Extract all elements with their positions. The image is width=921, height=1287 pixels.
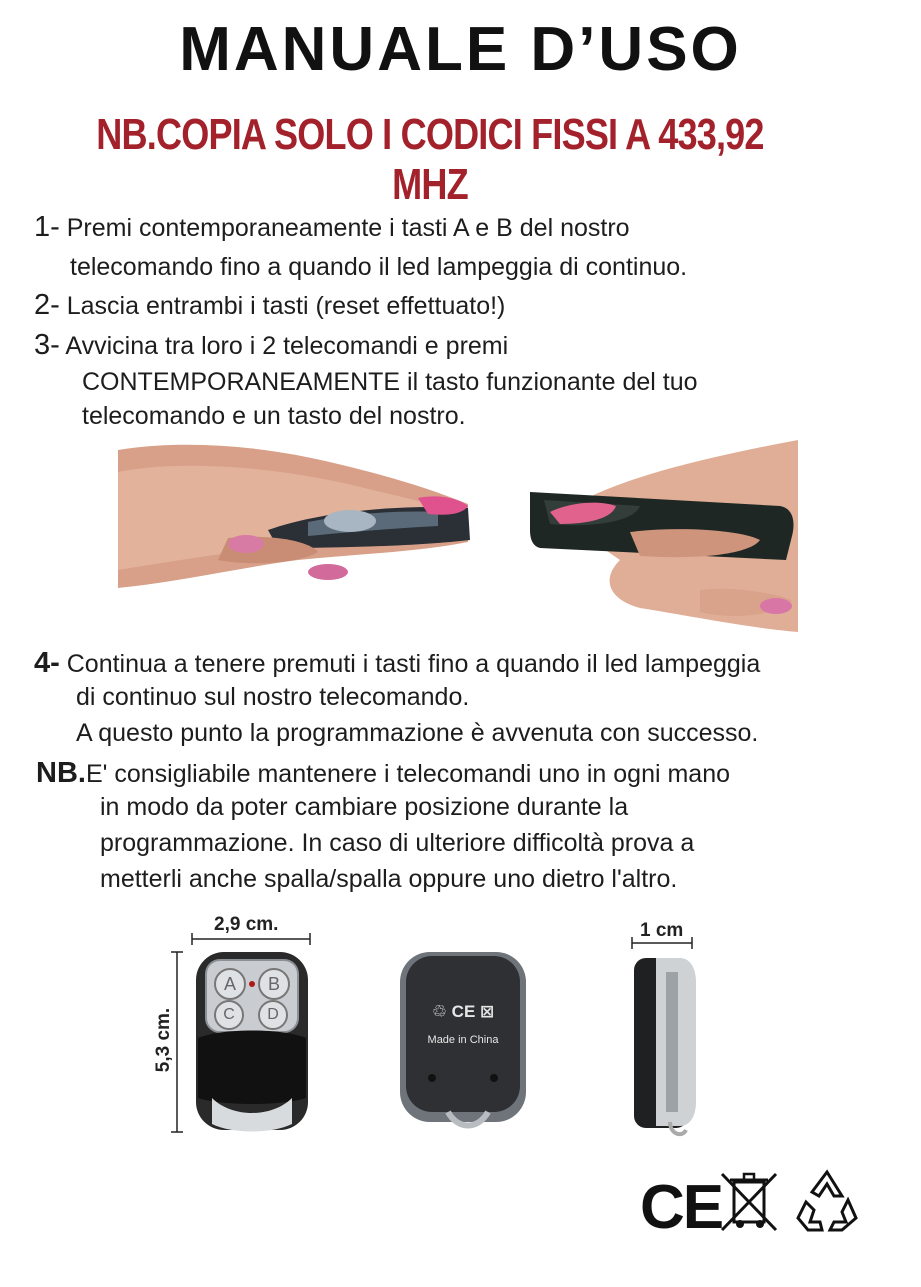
hand-right-illustration xyxy=(530,440,798,632)
step-3-text-2: CONTEMPORANEAMENTE il tasto funzionante del tuo xyxy=(82,368,698,396)
recycle-icon xyxy=(790,1166,864,1238)
note-line-1 xyxy=(36,758,730,789)
page-subtitle: NB.COPIA SOLO I CODICI FISSI A 433,92 MHZ xyxy=(96,110,764,209)
height-dimension-label: 5,3 cm. xyxy=(153,1007,174,1073)
note-text-3: programmazione. In caso di ulteriore difficoltà prova a xyxy=(100,829,695,857)
step-3-line-1 xyxy=(34,330,508,361)
page-title: MANUALE D’USO xyxy=(179,15,742,84)
step-4-text-3: A questo punto la programmazione è avvenuta con successo. xyxy=(76,719,759,747)
step-3-number: 3- xyxy=(34,329,60,361)
step-4-line-1 xyxy=(34,648,760,679)
remote-made-in-label: Made in China xyxy=(427,1034,499,1046)
step-4-text-2: di continuo sul nostro telecomando. xyxy=(76,683,470,711)
step-1-text-1: Premi contemporaneamente i tasti A e B del nostro xyxy=(66,214,630,242)
step-3-text-3: telecomando e un tasto del nostro. xyxy=(82,402,466,430)
step-1-text-2: telecomando fino a quando il led lampeggia di continuo. xyxy=(70,253,688,281)
note-label: NB. xyxy=(36,757,86,789)
remote-front-illustration xyxy=(192,948,312,1134)
hand-photo-left xyxy=(118,442,478,598)
step-3-text-1: Avvicina tra loro i 2 telecomandi e premi xyxy=(65,332,509,360)
remote-back-marks: ♲ CE ⊠ xyxy=(431,1002,495,1021)
width-dimension-label: 2,9 cm. xyxy=(214,914,279,935)
remote-back-image xyxy=(398,948,528,1130)
remote-button-a: A xyxy=(214,968,246,1000)
width-dimension-line xyxy=(190,932,312,946)
height-dimension-line xyxy=(170,950,184,1134)
ce-mark: CE xyxy=(640,1173,723,1242)
remote-button-b: B xyxy=(258,968,290,1000)
note-text-4: metterli anche spalla/spalla oppure uno dietro l'altro. xyxy=(100,865,678,893)
step-1-number: 1- xyxy=(34,211,60,243)
depth-dimension-line xyxy=(630,936,694,950)
depth-dimension-label: 1 cm xyxy=(640,920,684,941)
weee-bin-icon xyxy=(716,1168,782,1234)
hand-photo-right xyxy=(530,440,798,632)
step-4-text-1: Continua a tenere premuti i tasti fino a quando il led lampeggia xyxy=(66,650,761,678)
remote-front-image xyxy=(192,948,312,1134)
step-4-number: 4- xyxy=(34,647,60,679)
remote-side-image xyxy=(630,952,700,1142)
step-2-text: Lascia entrambi i tasti (reset effettuato!) xyxy=(66,292,506,320)
note-text-1: E' consigliabile mantenere i telecomandi uno in ogni mano xyxy=(85,760,731,788)
remote-side-illustration xyxy=(630,952,700,1142)
remote-button-c: C xyxy=(214,1000,244,1030)
note-text-2: in modo da poter cambiare posizione durante la xyxy=(100,793,629,821)
remote-button-d: D xyxy=(258,1000,288,1030)
step-2-number: 2- xyxy=(34,289,60,321)
hand-left-illustration xyxy=(118,442,478,598)
step-2-line xyxy=(34,290,505,321)
step-1-line-1 xyxy=(34,212,630,243)
